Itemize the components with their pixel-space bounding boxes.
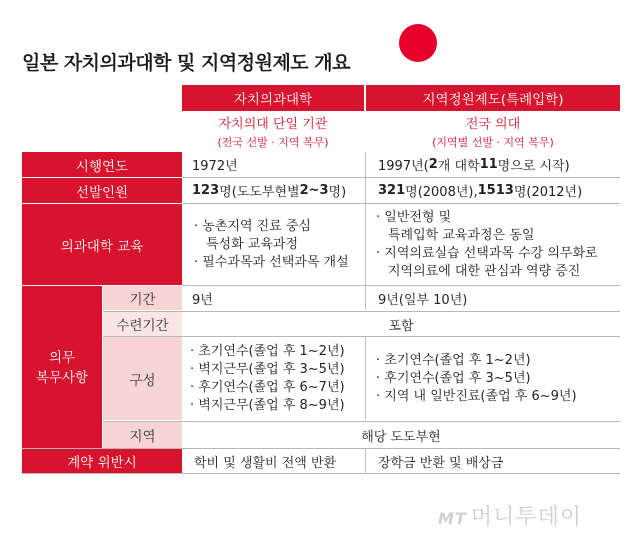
composition-col2-item: · 초기연수(졸업 후 1~2년) bbox=[376, 352, 531, 368]
japan-flag-icon bbox=[383, 15, 453, 71]
header-col1: 자치의과대학 bbox=[182, 85, 364, 111]
row-label-breach: 계약 위반시 bbox=[22, 449, 182, 473]
duty-label-line2: 복무사항 bbox=[35, 369, 89, 386]
duty-label-line1: 의무 bbox=[48, 349, 76, 366]
row-label-duty bbox=[22, 286, 102, 449]
row-label-quota: 선발인원 bbox=[22, 178, 182, 203]
year-col1: 1972년 bbox=[192, 159, 238, 174]
header-col1-sub1: 자치의대 단일 기관 bbox=[218, 116, 328, 132]
page-title: 일본 자치의과대학 및 지역정원제도 개요 bbox=[22, 52, 350, 74]
period-col2: 9년(일부 10년) bbox=[378, 292, 468, 308]
header-col2-sub bbox=[366, 111, 620, 151]
row-label-composition: 구성 bbox=[103, 337, 182, 420]
composition-col1-item: · 후기연수(졸업 후 6~7년) bbox=[190, 379, 345, 395]
logo-text: 머니투데이 bbox=[470, 505, 583, 530]
quota-col2: 321 명(2008년), 1513 명(2012년) bbox=[378, 183, 583, 200]
education-col2 bbox=[376, 204, 598, 285]
composition-col2-item: · 후기연수(졸업 후 3~5년) bbox=[376, 370, 531, 386]
education-col2-item: 지역의료에 대한 관심과 역량 증진 bbox=[388, 263, 581, 279]
composition-col1-item: · 벽지근무(졸업 후 3~5년) bbox=[190, 361, 345, 377]
header-col2-sub1: 전국 의대 bbox=[465, 116, 521, 132]
composition-col1-item: · 초기연수(졸업 후 1~2년) bbox=[190, 343, 345, 359]
composition-col1-item: · 벽지근무(졸업 후 8~9년) bbox=[190, 397, 345, 413]
header-col1-sub2: (전국 선발 · 지역 복무) bbox=[217, 135, 329, 149]
row-label-training: 수련기간 bbox=[103, 312, 182, 336]
header-col2-sub2: (지역별 선발 · 지역 복무) bbox=[432, 135, 554, 149]
row-label-year: 시행연도 bbox=[22, 152, 182, 177]
education-col2-item: · 일반전형 및 bbox=[376, 209, 452, 225]
period-col1: 9년 bbox=[192, 292, 213, 308]
header-col2: 지역정원제도(특례입학) bbox=[366, 85, 620, 111]
row-label-region: 지역 bbox=[103, 422, 182, 448]
column-divider-lower bbox=[365, 336, 366, 420]
education-col1-item: 특성화 교육과정 bbox=[206, 236, 299, 252]
education-col2-item: · 지역의료실습 선택과목 수강 의무화로 bbox=[376, 245, 598, 261]
column-divider bbox=[365, 152, 366, 310]
region-value: 해당 도도부현 bbox=[361, 429, 441, 445]
header-col1-sub bbox=[182, 111, 364, 151]
breach-col1: 학비 및 생활비 전액 반환 bbox=[194, 455, 337, 471]
column-divider-bottom bbox=[365, 449, 366, 473]
row-label-period: 기간 bbox=[103, 286, 182, 310]
composition-col2 bbox=[376, 337, 577, 420]
training-value: 포함 bbox=[388, 318, 414, 334]
composition-col1 bbox=[190, 337, 345, 420]
row-label-education: 의과대학 교육 bbox=[22, 204, 182, 285]
breach-col2: 장학금 반환 및 배상금 bbox=[378, 455, 504, 471]
education-col2-item: 특례입학 교육과정은 동일 bbox=[388, 227, 535, 243]
education-col1-item: · 필수과목과 선택과목 개설 bbox=[194, 254, 349, 270]
quota-col1: 123 명(도도부현별 2~3 명) bbox=[192, 183, 347, 200]
year-col2: 1997년( 2 개 대학 11 명으로 시작) bbox=[378, 157, 570, 174]
moneytoday-logo bbox=[438, 500, 582, 531]
composition-col2-item: · 지역 내 일반진료(졸업 후 6~9년) bbox=[376, 388, 577, 404]
logo-mark: MT bbox=[438, 509, 467, 528]
education-col1 bbox=[194, 204, 349, 285]
education-col1-item: · 농촌지역 진료 중심 bbox=[194, 218, 311, 234]
